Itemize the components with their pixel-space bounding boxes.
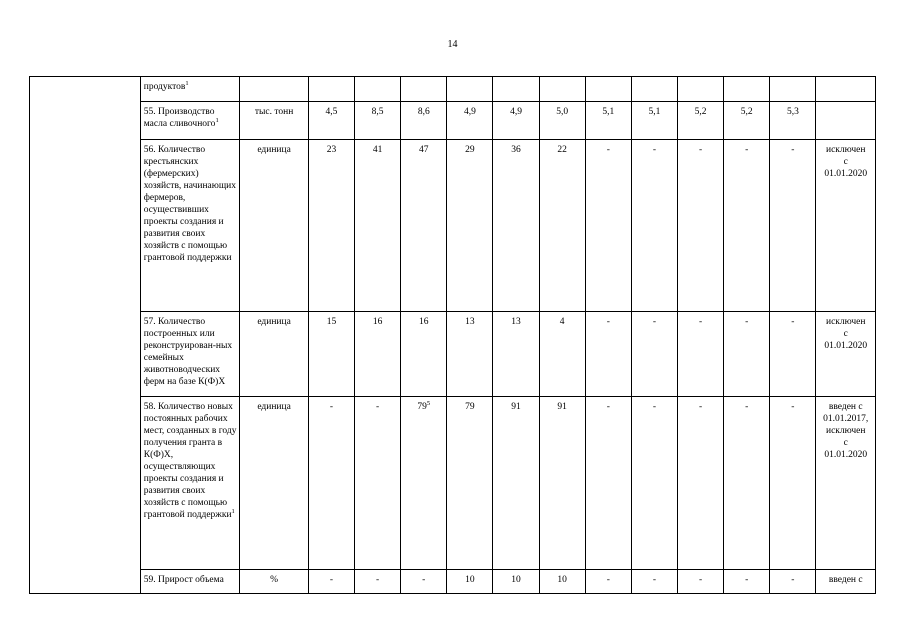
note-cell [816,570,876,594]
note-line: с [843,157,848,167]
value-text: - [329,402,334,412]
indicator-name: 57. Количество построенных или реконструирован-ных семейных животноводческих ферм на базе К(Ф)Х [143,317,233,387]
value-text: 91 [557,402,567,412]
value-text: 29 [465,145,475,155]
value-text: 15 [326,317,337,327]
value-text: 16 [419,317,429,327]
value-cell [539,77,585,102]
value-cell [493,77,539,102]
value-cell [355,397,401,570]
unit-cell: единица [240,140,309,312]
value-cell [308,77,354,102]
value-cell [447,570,493,594]
value-cell [770,570,816,594]
value-cell [724,570,770,594]
value-cell [447,312,493,397]
value-cell [401,77,447,102]
indicator-name-cell [140,397,239,570]
note-line: с [843,329,848,339]
value-text: 23 [326,145,337,155]
unit-cell [240,77,309,102]
value-cell [631,102,677,140]
value-text: - [745,575,749,585]
value-cell [770,312,816,397]
value-text: - [745,402,749,412]
note-line: исключен [825,426,866,436]
footnote-marker: 1 [185,79,189,87]
value-cell [493,102,539,140]
note-cell [816,140,876,312]
table-row [30,140,876,312]
indicator-name-cell [140,140,239,312]
value-cell [585,140,631,312]
indicator-name: 58. Количество новых постоянных рабочих мест, созданных в году получения гранта в К(Ф)Х, осуществляющих проекты создания и развития своих хозяйств с помощью грантовой поддержки [143,402,237,520]
value-cell [401,397,447,570]
section-column-cell [30,77,141,594]
value-text: 10 [557,575,567,585]
value-cell [401,312,447,397]
value-cell [585,570,631,594]
note-line: 01.01.2020 [824,169,868,179]
value-cell [355,312,401,397]
value-text: - [329,575,334,585]
footnote-marker: 5 [426,399,431,407]
indicator-name-cell [140,312,239,397]
indicator-name-cell [140,77,239,102]
value-cell [585,397,631,570]
value-text: 8,6 [417,107,430,117]
value-text: - [791,402,795,412]
value-cell [401,102,447,140]
table-row [30,77,876,102]
value-cell [631,397,677,570]
value-text: 22 [557,145,567,155]
value-cell [355,140,401,312]
indicator-name-cell [140,570,239,594]
value-cell [724,77,770,102]
value-text: 91 [511,402,521,412]
value-text: - [699,317,703,327]
value-cell [493,312,539,397]
indicator-name: 59. Прирост объема [143,575,224,585]
value-cell [631,140,677,312]
value-cell [678,570,724,594]
value-text: - [376,402,380,412]
value-cell [539,570,585,594]
unit-cell: % [240,570,309,594]
value-text: 4,9 [510,107,522,117]
note-line: исключен [825,145,866,155]
value-cell [355,570,401,594]
value-cell [631,77,677,102]
indicator-name: продуктов [143,82,186,92]
value-cell [678,102,724,140]
indicators-table [29,76,876,594]
value-text: 41 [372,145,383,155]
value-cell [493,570,539,594]
value-text: 4,5 [325,107,338,117]
value-cell [308,570,354,594]
value-text: - [791,145,795,155]
value-text: 5,2 [740,107,753,117]
note-cell [816,397,876,570]
value-cell [539,397,585,570]
note-line: 01.01.2017, [823,414,869,424]
value-text: 10 [465,575,475,585]
value-text: 47 [419,145,429,155]
value-text: - [606,575,610,585]
value-cell [585,77,631,102]
table-row [30,102,876,140]
value-cell [585,102,631,140]
value-cell [447,77,493,102]
table-row [30,570,876,594]
value-cell [447,140,493,312]
value-cell [401,570,447,594]
footnote-marker: 1 [231,507,235,515]
value-text: 16 [372,317,383,327]
value-text: 8,5 [371,107,384,117]
indicator-name: 56. Количество крестьянских (фермерских) хозяйств, начинающих фермеров, осуществивших проекты создания и развития своих хозяйств с помощью грантовой поддержки [143,145,237,263]
value-text: - [606,145,610,155]
value-text: 5,0 [556,107,569,117]
value-cell [770,397,816,570]
value-text: - [652,402,657,412]
footnote-marker: 1 [215,116,219,124]
value-cell [724,140,770,312]
value-text: 79 [465,402,475,412]
value-cell [308,397,354,570]
value-cell [447,397,493,570]
value-cell [493,397,539,570]
value-text: - [606,317,610,327]
note-line: с [843,438,848,448]
value-text: 4,9 [463,107,476,117]
indicator-name-cell [140,102,239,140]
note-line: 01.01.2020 [824,450,868,460]
value-text: - [699,145,703,155]
note-line: введен с [828,575,863,585]
value-cell [724,312,770,397]
value-text: 5,2 [694,107,707,117]
value-cell [724,102,770,140]
value-cell [770,77,816,102]
value-cell [539,102,585,140]
value-cell [447,102,493,140]
value-text: - [699,575,703,585]
value-text: - [791,575,795,585]
value-text: 4 [559,317,565,327]
value-text: 79 [417,402,427,412]
value-cell [724,397,770,570]
value-cell [770,102,816,140]
value-text: 5,1 [602,107,615,117]
value-cell [678,77,724,102]
value-text: 5,1 [648,107,661,117]
value-cell [539,140,585,312]
value-text: - [422,575,426,585]
value-text: 5,3 [786,107,799,117]
value-text: - [606,402,610,412]
value-cell [631,312,677,397]
note-cell [816,77,876,102]
unit-cell: единица [240,397,309,570]
value-text: - [745,145,749,155]
value-text: - [376,575,380,585]
value-cell [401,140,447,312]
value-text: - [652,317,657,327]
note-line: введен с [828,402,863,412]
value-cell [678,397,724,570]
value-text: - [745,317,749,327]
table-row [30,312,876,397]
value-text: - [652,575,657,585]
value-text: 13 [465,317,475,327]
value-text: - [699,402,703,412]
value-cell [585,312,631,397]
note-line: 01.01.2020 [824,341,868,351]
unit-cell: тыс. тонн [240,102,309,140]
value-text: - [652,145,657,155]
note-cell [816,102,876,140]
note-cell [816,312,876,397]
value-cell [678,140,724,312]
value-cell [493,140,539,312]
unit-cell: единица [240,312,309,397]
value-cell [678,312,724,397]
value-cell [308,102,354,140]
value-text: 10 [511,575,521,585]
value-text: 13 [511,317,521,327]
value-cell [631,570,677,594]
value-cell [308,140,354,312]
note-line: исключен [825,317,866,327]
table-row [30,397,876,570]
value-text: - [791,317,795,327]
value-cell [770,140,816,312]
value-cell [308,312,354,397]
indicator-name: 55. Производство масла сливочного [143,107,216,129]
page-number: 14 [447,39,458,50]
value-cell [355,102,401,140]
value-text: 36 [511,145,521,155]
value-cell [539,312,585,397]
value-cell [355,77,401,102]
